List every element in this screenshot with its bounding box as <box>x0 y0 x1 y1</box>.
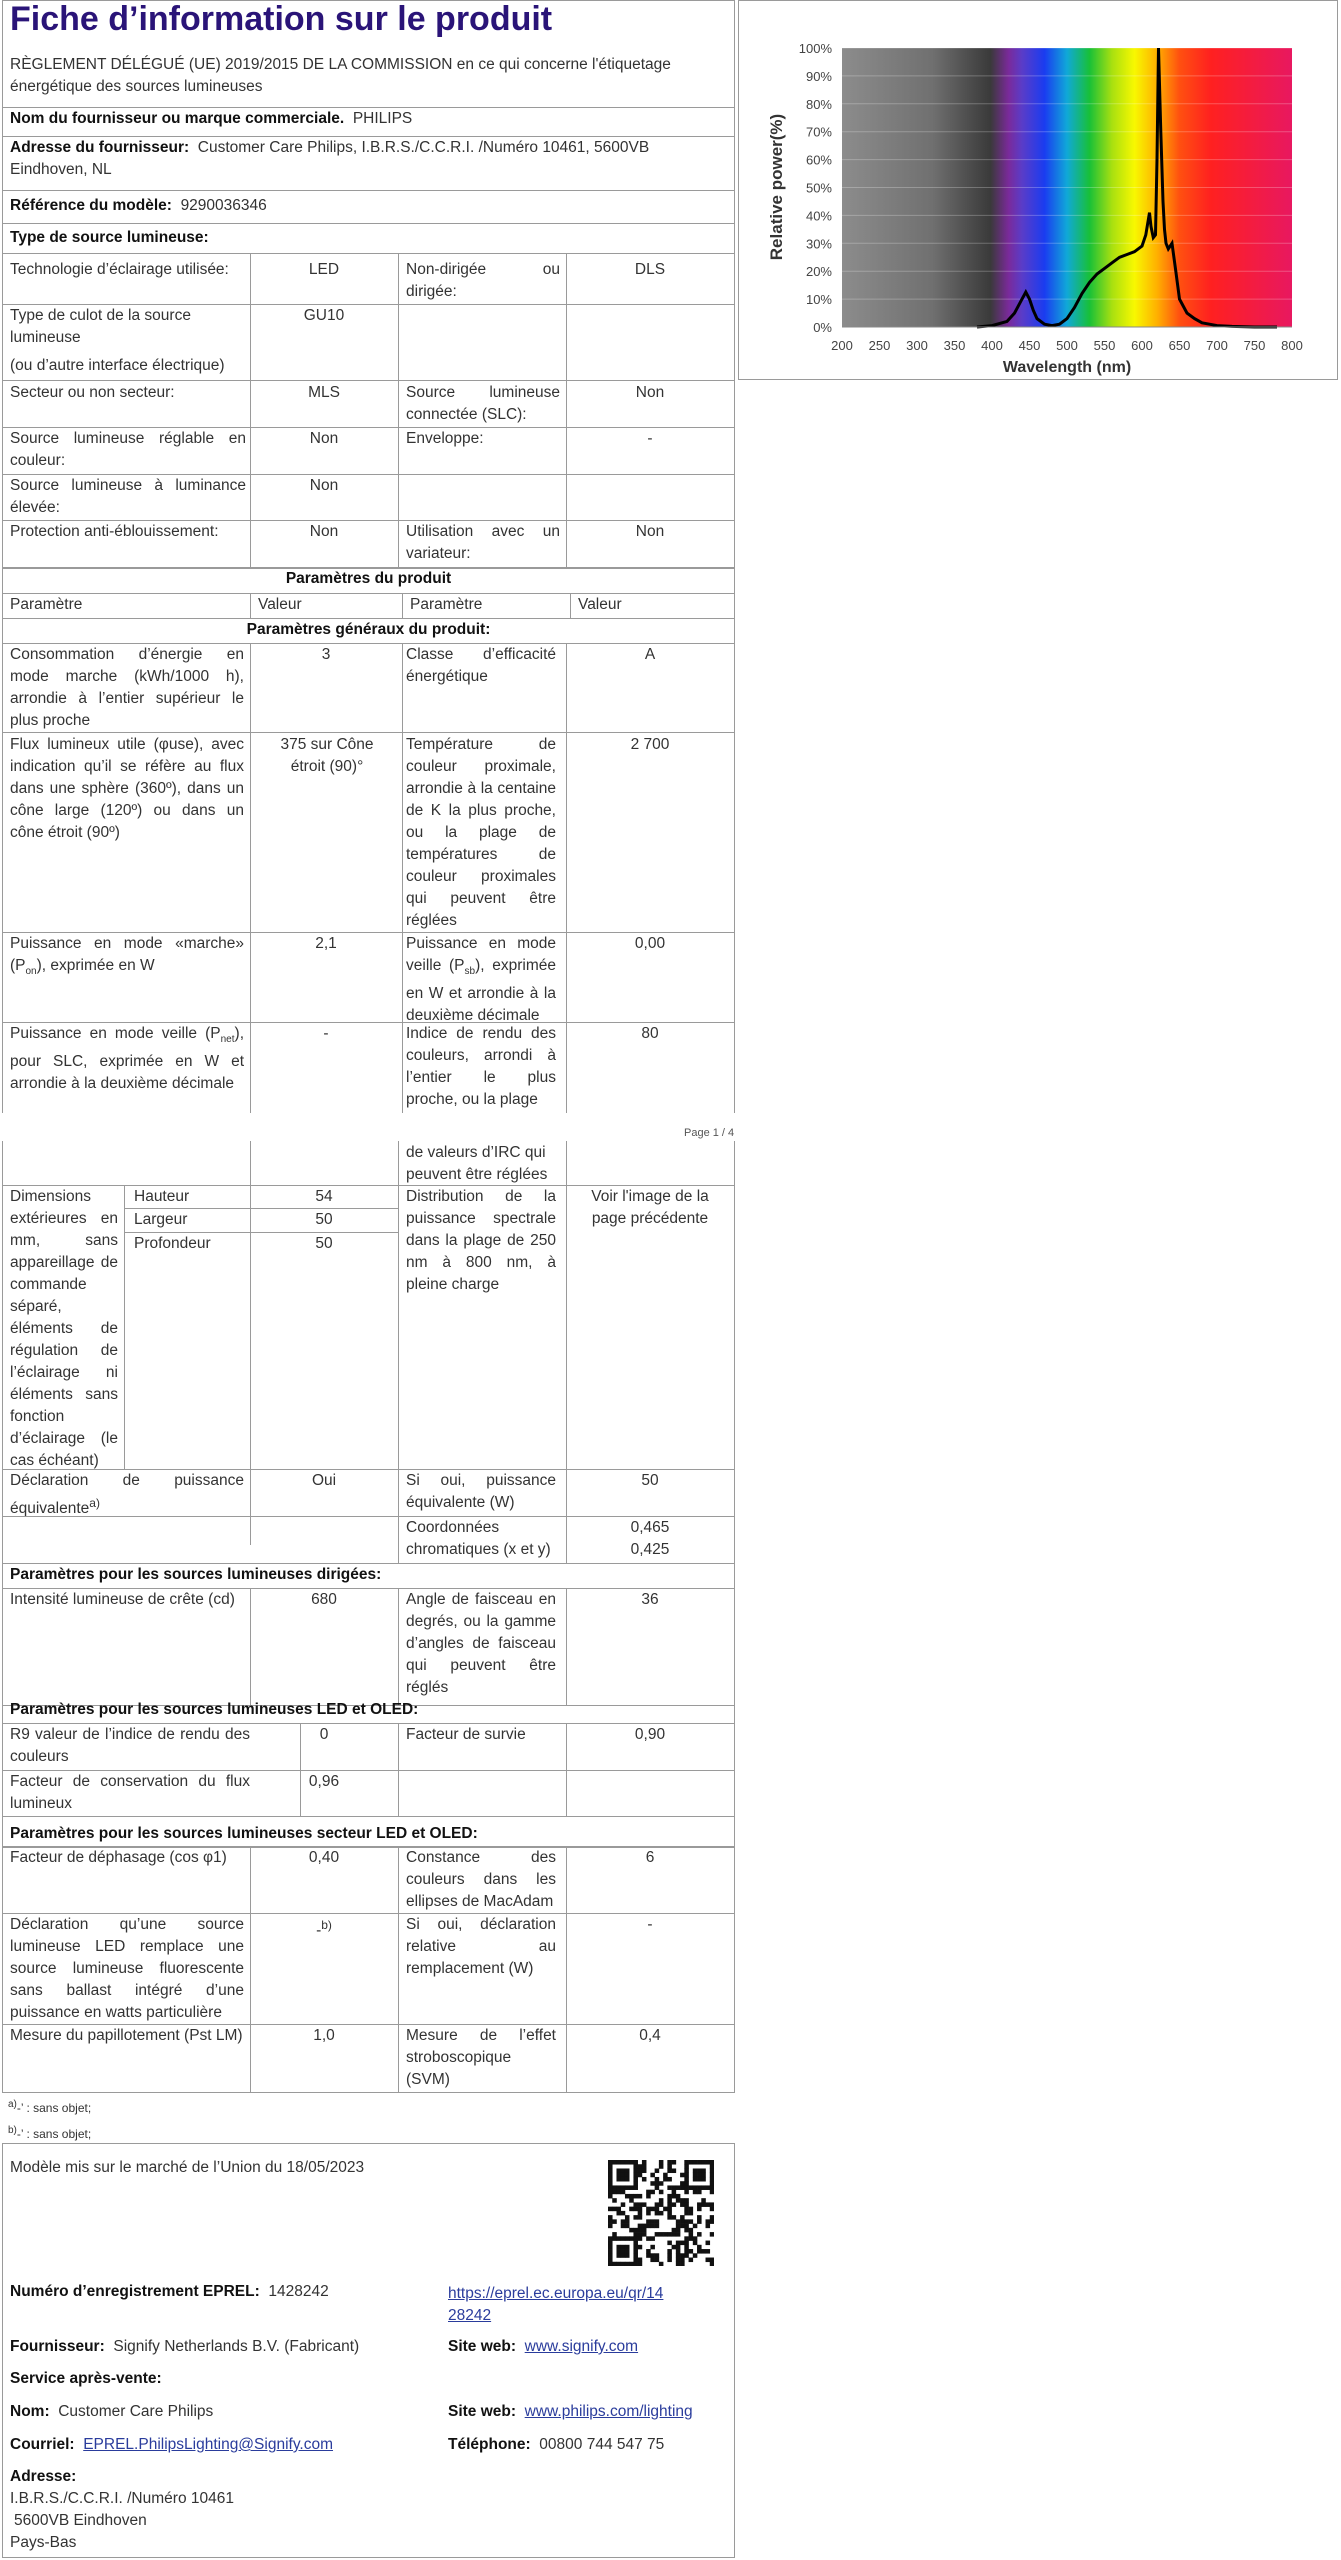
y-tick-label: 30% <box>805 236 832 252</box>
x-tick-label: 750 <box>1243 338 1266 353</box>
eprel-link[interactable]: https://eprel.ec.europa.eu/qr/14 28242 <box>448 2285 664 2324</box>
y-tick-label: 80% <box>805 96 832 112</box>
y-axis-label: Relative power(%) <box>767 113 786 261</box>
address-row: Adresse du fournisseur: Customer Care Philips, I.B.R.S./C.C.R.I. /Numéro 10461, 5600VB Eindhoven, NL <box>10 139 650 178</box>
general-header: Paramètres généraux du produit: <box>246 621 491 638</box>
x-tick-label: 700 <box>1206 338 1228 353</box>
y-tick-label: 60% <box>805 152 832 168</box>
y-tick-label: 10% <box>805 292 832 308</box>
x-tick-label: 200 <box>831 338 853 353</box>
spectrum-chart <box>738 0 1338 380</box>
x-axis-label: Wavelength (nm) <box>1002 359 1132 376</box>
footer-supplier: Fournisseur: Signify Netherlands B.V. (Fabricant) <box>10 2338 360 2355</box>
service-phone: Téléphone: 00800 744 547 75 <box>448 2436 665 2453</box>
x-tick-label: 550 <box>1093 338 1116 353</box>
source-type-header: Type de source lumineuse: <box>10 229 209 246</box>
model-row: Référence du modèle: 9290036346 <box>10 197 267 214</box>
y-tick-label: 70% <box>805 124 832 140</box>
directed-header: Paramètres pour les sources lumineuses dirigées: <box>10 1566 382 1583</box>
regulation-text: RÈGLEMENT DÉLÉGUÉ (UE) 2019/2015 DE LA COMMISSION en ce qui concerne l'étiquetage énergétique des sources lumineuses <box>10 56 671 95</box>
eprel-number: Numéro d’enregistrement EPREL: 1428242 <box>10 2283 329 2300</box>
address-line-1: I.B.R.S./C.C.R.I. /Numéro 10461 <box>10 2490 234 2507</box>
cri-continued: de valeurs d’IRC qui peuvent être réglées <box>406 1144 548 1183</box>
qr-code <box>608 2160 714 2266</box>
address-label: Adresse: <box>10 2468 77 2485</box>
y-tick-label: 20% <box>805 264 832 280</box>
x-tick-label: 400 <box>981 338 1003 353</box>
x-tick-label: 250 <box>868 338 891 353</box>
footnote-a: $^{a)}$-’ : sans objet; <box>8 2099 92 2115</box>
x-tick-label: 500 <box>1056 338 1078 353</box>
footnote-b: $^{b)}$-’ : sans objet; <box>8 2125 92 2141</box>
footer-site-2: Site web: www.philips.com/lighting <box>448 2403 693 2420</box>
address-line-2: 5600VB Eindhoven <box>14 2512 147 2529</box>
y-tick-label: 50% <box>805 180 832 196</box>
y-tick-label: 100% <box>798 41 832 56</box>
x-tick-label: 650 <box>1168 338 1191 353</box>
signify-link[interactable]: www.signify.com <box>524 2338 639 2355</box>
y-tick-label: 40% <box>805 208 832 224</box>
params-header: Paramètres du produit <box>285 570 452 587</box>
page-title: Fiche d’information sur le produit <box>10 0 553 38</box>
x-tick-label: 450 <box>1018 338 1041 353</box>
service-name: Nom: Customer Care Philips <box>10 2403 214 2420</box>
address-line-3: Pays-Bas <box>10 2534 77 2551</box>
x-tick-label: 600 <box>1131 338 1153 353</box>
x-tick-label: 300 <box>906 338 928 353</box>
x-tick-label: 800 <box>1281 338 1303 353</box>
y-tick-label: 90% <box>805 68 832 84</box>
mail-link[interactable]: EPREL.PhilipsLighting@Signify.com <box>83 2436 334 2453</box>
y-tick-label: 0% <box>813 320 832 335</box>
led-header: Paramètres pour les sources lumineuses LED et OLED: <box>10 1701 419 1718</box>
mains-header: Paramètres pour les sources lumineuses secteur LED et OLED: <box>10 1825 478 1842</box>
service-mail: Courriel: EPREL.PhilipsLighting@Signify.com <box>10 2436 334 2453</box>
philips-link[interactable]: www.philips.com/lighting <box>524 2403 693 2420</box>
supplier-row: Nom du fournisseur ou marque commerciale. PHILIPS <box>10 110 413 127</box>
x-tick-label: 350 <box>943 338 966 353</box>
page-number: Page 1 / 4 <box>684 1127 735 1139</box>
market-date: Modèle mis sur le marché de l’Union du 18/05/2023 <box>10 2159 365 2176</box>
service-label: Service après-vente: <box>10 2370 162 2387</box>
footer-site-1: Site web: www.signify.com <box>448 2338 639 2355</box>
